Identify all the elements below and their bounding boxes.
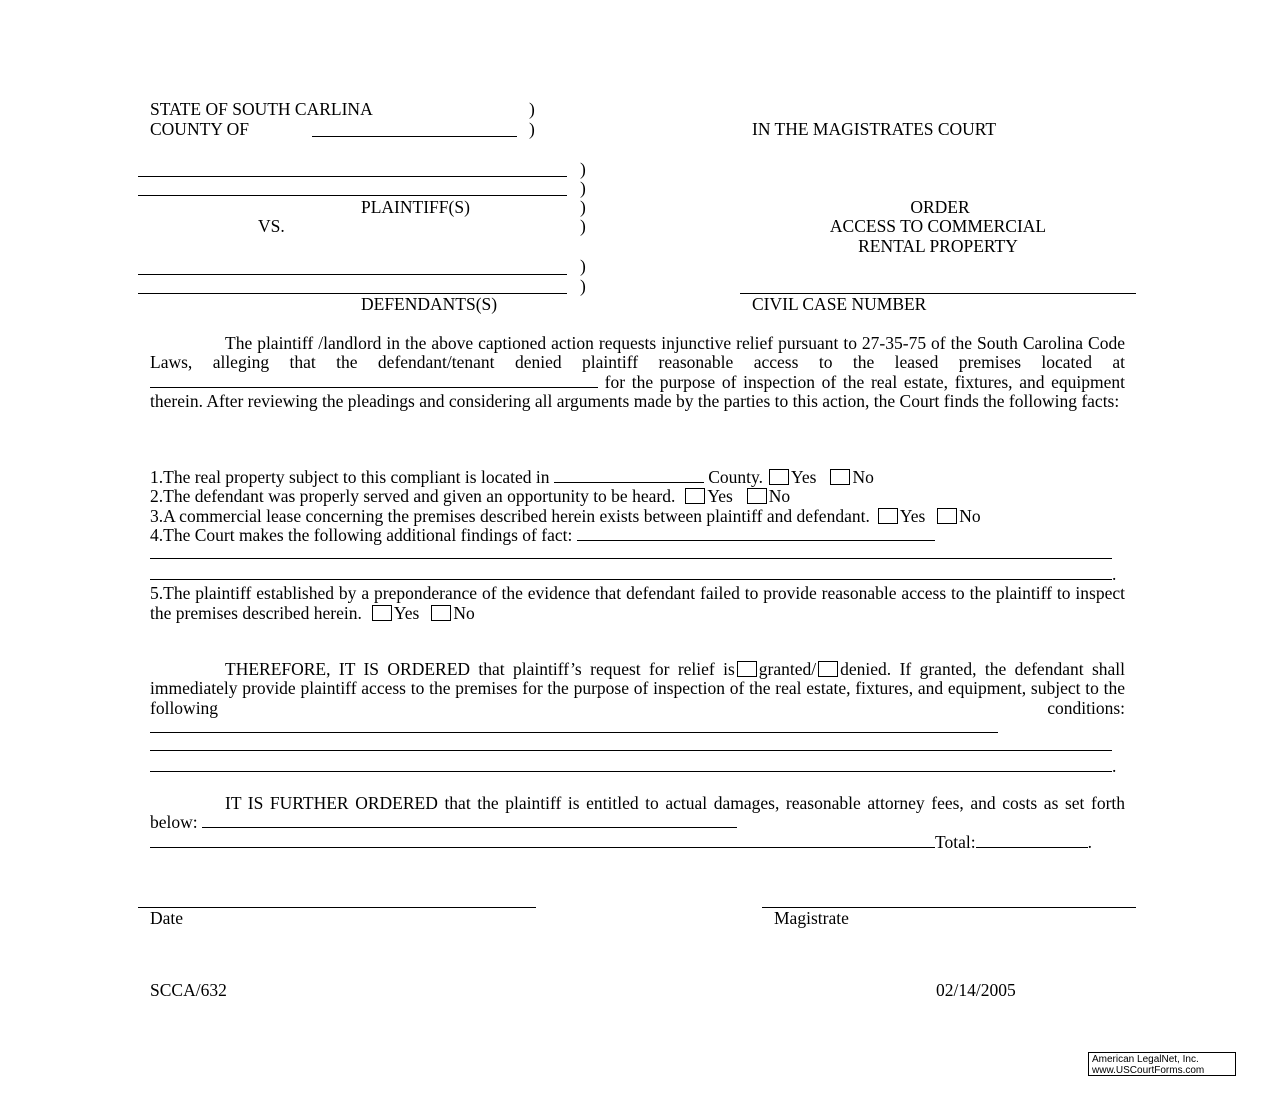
form-date: 02/14/2005 — [936, 980, 1016, 1000]
paren: ) — [580, 276, 586, 296]
paren: ) — [580, 178, 586, 198]
magistrate-label: Magistrate — [774, 908, 849, 928]
defendant-name-line-1[interactable] — [138, 274, 567, 275]
defendant-name-line-2[interactable] — [138, 293, 567, 294]
order-paragraph: THEREFORE, IT IS ORDERED that plaintiff’s request for relief is granted/ denied. If granted, the defendant shall immediately provide plaintiff access to the premises for the purpose of inspection of the real estate, fixtures, and equipment, subject to the following conditions: . — [150, 659, 1126, 777]
order-subtitle-2: RENTAL PROPERTY — [858, 236, 1018, 256]
plaintiff-label: PLAINTIFF(S) — [361, 197, 470, 217]
finding-1-no-checkbox[interactable] — [830, 469, 850, 485]
conditions-field[interactable] — [150, 718, 998, 733]
additional-findings-field[interactable] — [577, 526, 935, 541]
damages-line[interactable] — [150, 833, 935, 848]
finding-3: 3.A commercial lease concerning the premises described herein exists between plaintiff and defendant. Yes No — [150, 505, 981, 526]
defendant-label: DEFENDANTS(S) — [361, 294, 498, 314]
findings-list — [150, 468, 1125, 623]
county-location-field[interactable] — [554, 468, 704, 483]
paren: ) — [580, 197, 586, 217]
conditions-line[interactable] — [150, 737, 1112, 751]
date-label: Date — [150, 908, 184, 928]
versus-label: VS. — [258, 216, 285, 236]
paren: ) — [580, 159, 586, 179]
finding-4: 4.The Court makes the following additional findings of fact: — [150, 526, 1125, 545]
order-title: ORDER — [910, 197, 970, 217]
paren: ) — [529, 119, 535, 139]
further-lead: IT IS FURTHER ORDERED — [225, 793, 438, 813]
denied-checkbox[interactable] — [818, 661, 838, 677]
finding-5: 5.The plaintiff established by a preponderance of the evidence that defendant failed to provide reasonable access to the plaintiff to inspect the premises described herein. Yes No — [150, 583, 1125, 623]
intro-text-a: The plaintiff /landlord in the above captioned action requests injunctive relief pursuant to 27-35-75 of the South Carolina Code Laws, alleging that the defendant/tenant denied plaintiff reasonable access to the leased premises located at — [150, 333, 1125, 373]
finding-1: 1.The real property subject to this compliant is located in County. Yes No — [150, 467, 874, 487]
finding-5-no-checkbox[interactable] — [431, 605, 451, 621]
finding-3-no-checkbox[interactable] — [937, 508, 957, 524]
finding-2-yes-checkbox[interactable] — [685, 488, 705, 504]
paren: ) — [580, 256, 586, 276]
finding-2: 2.The defendant was properly served and given an opportunity to be heard. Yes No — [150, 486, 791, 507]
order-subtitle-1: ACCESS TO COMMERCIAL — [829, 216, 1047, 236]
additional-findings-line[interactable] — [150, 545, 1112, 559]
paren: ) — [529, 99, 535, 119]
additional-findings-lines: . — [150, 545, 1112, 584]
plaintiff-name-line-1[interactable] — [138, 176, 567, 177]
publisher-stamp — [1088, 1052, 1236, 1076]
form-id: SCCA/632 — [150, 980, 227, 1000]
intro-paragraph — [150, 334, 1125, 411]
damages-field[interactable] — [202, 813, 737, 828]
finding-5-yes-checkbox[interactable] — [372, 605, 392, 621]
premises-address-field[interactable] — [150, 373, 598, 388]
intro-text-b: for the purpose of inspection of the real estate, fixtures, and equipment therein. After reviewing the pleadings and considering all arguments made by the parties to this action, the Court finds the following facts: — [150, 371, 1126, 411]
state-label: STATE OF SOUTH CARLINA — [150, 99, 373, 119]
finding-3-yes-checkbox[interactable] — [878, 508, 898, 524]
publisher-url: www.USCourtForms.com — [1092, 1065, 1205, 1076]
plaintiff-name-line-2[interactable] — [138, 195, 567, 196]
total-field[interactable] — [976, 833, 1088, 848]
county-field[interactable] — [312, 136, 517, 137]
finding-2-no-checkbox[interactable] — [747, 488, 767, 504]
case-number-label: CIVIL CASE NUMBER — [752, 294, 927, 314]
order-lead: THEREFORE, IT IS ORDERED — [225, 659, 471, 679]
date-signature-line[interactable] — [138, 907, 536, 908]
damages-paragraph: IT IS FURTHER ORDERED that the plaintiff is entitled to actual damages, reasonable attorney fees, and costs as set forth below: Total: . — [150, 793, 1126, 852]
conditions-line[interactable] — [150, 757, 1112, 772]
paren: ) — [580, 216, 586, 236]
court-name: IN THE MAGISTRATES COURT — [752, 119, 997, 139]
granted-checkbox[interactable] — [737, 661, 757, 677]
publisher-name: American LegalNet, Inc. — [1092, 1054, 1199, 1065]
county-label: COUNTY OF — [150, 119, 250, 139]
additional-findings-line[interactable] — [150, 565, 1112, 580]
finding-1-yes-checkbox[interactable] — [769, 469, 789, 485]
